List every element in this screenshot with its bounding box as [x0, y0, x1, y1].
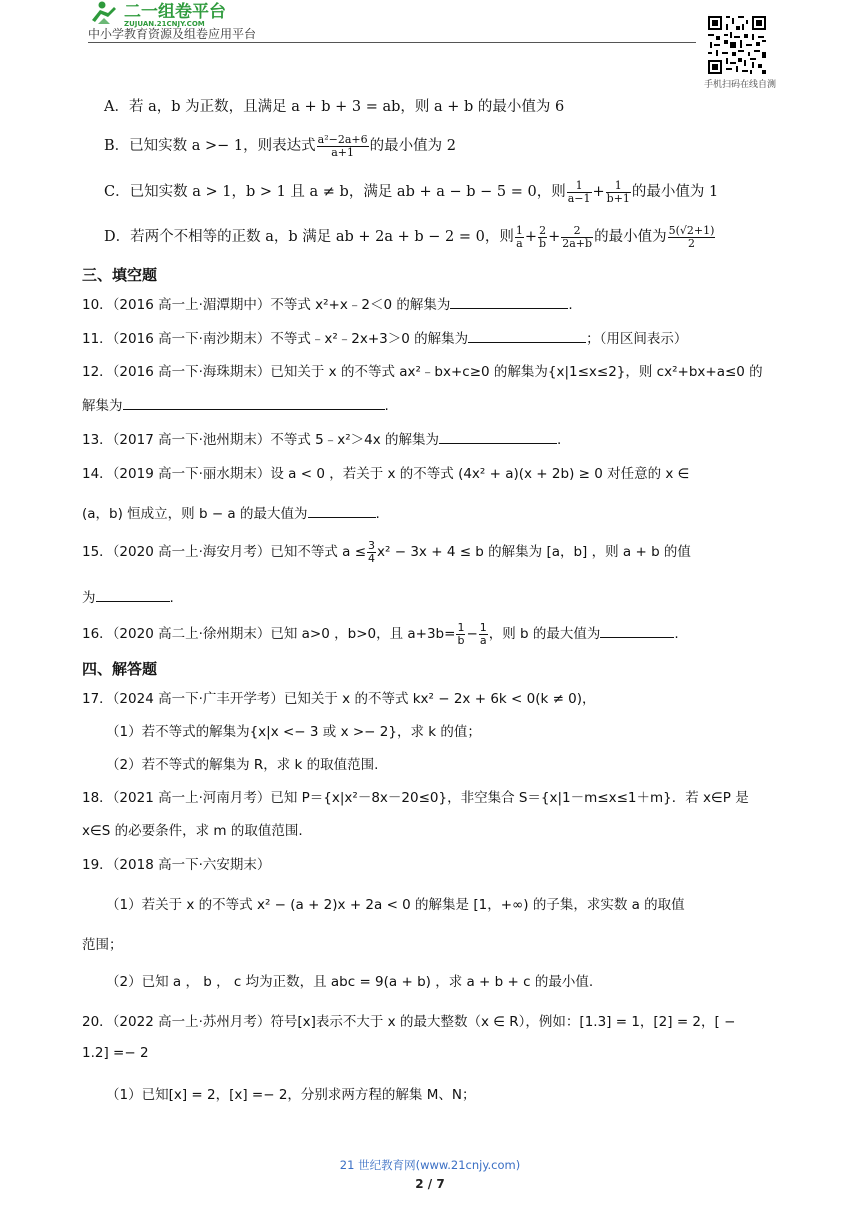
answer-blank[interactable] — [308, 516, 376, 518]
option-b: B．已知实数 a >− 1，则表达式 $\frac{\text{a²−2a+6}}{a+1}$ 的最小值为 2 — [104, 133, 456, 159]
answer-blank[interactable] — [96, 600, 170, 602]
question-14: 14．（2019 高一下·丽水期末）设 a < 0 ，若关于 x 的不等式 (4x² + a)(x + 2b) ≥ 0 对任意的 x ∈ — [82, 466, 690, 482]
page-number: 2 / 7 — [415, 1177, 445, 1191]
qr-code[interactable] — [706, 14, 768, 76]
question-17-part-1: （1）若不等式的解集为{x|x <− 3 或 x >− 2}，求 k 的值； — [106, 724, 481, 740]
question-18: 18．（2021 高一上·河南月考）已知 P＝{x|x²－8x－20≤0}，非空集合 S＝{x|1－m≤x≤1＋m}．若 x∈P 是 — [82, 790, 749, 806]
question-19-part-1: （1）若关于 x 的不等式 x² − (a + 2)x + 2a < 0 的解集是 [1，+∞) 的子集，求实数 a 的取值 — [106, 897, 685, 913]
platform-subtitle: 中小学教育资源及组卷应用平台 — [88, 27, 257, 41]
question-19-part-2: （2）已知 a ， b ， c 均为正数，且 abc = 9(a + b) ，求 a + b + c 的最小值. — [106, 974, 594, 990]
qr-caption: 手机扫码在线自测 — [703, 80, 776, 90]
option-a: A．若 a，b 为正数，且满足 a + b + 3 = ab，则 a + b 的最小值为 6 — [104, 99, 565, 115]
footer-site-link[interactable]: 21 世纪教育网(www.21cnjy.com) — [339, 1158, 521, 1172]
question-16-fraction-1: $\frac{1}{b}$ — [457, 621, 465, 647]
answer-blank[interactable] — [439, 442, 557, 444]
question-16: 16．（2020 高二上·徐州期末）已知 a>0 ，b>0，且 a+3b= $\frac{1}{b}$ − $\frac{1}{a}$ ，则 b 的最大值为 . — [82, 621, 679, 647]
option-d: D．若两个不相等的正数 a，b 满足 ab + 2a + b − 2 = 0，则 $\frac{1}{a}$ + $\frac{2}{b}$ + $\frac{2}{2a+b}$ 的最小值为 $\frac{5(√2+1)}{2}$ — [104, 224, 715, 250]
question-20-line2: 1.2] =− 2 — [82, 1045, 149, 1061]
section-fill-in-title: 三、填空题 — [82, 266, 158, 284]
question-11: 11．（2016 高一下·南沙期末）不等式﹣x²﹣2x+3＞0 的解集为 ；（用区间表示） — [82, 331, 688, 347]
option-d-fraction-3: $\frac{2}{2a+b}$ — [562, 224, 593, 250]
answer-blank[interactable] — [450, 307, 568, 309]
question-15-fraction: $\frac{3}{4}$ — [368, 539, 376, 565]
question-10: 10．（2016 高一上·湄潭期中）不等式 x²+x﹣2＜0 的解集为 . — [82, 297, 573, 313]
question-16-fraction-2: $\frac{1}{a}$ — [479, 621, 487, 647]
question-12-line2: 解集为 . — [82, 398, 389, 414]
option-b-fraction: $\frac{\text{a²−2a+6}}{a+1}$ — [317, 133, 368, 159]
question-20-part-1: （1）已知[x] = 2，[x] =− 2，分别求两方程的解集 M、N； — [106, 1087, 476, 1103]
answer-blank[interactable] — [600, 636, 674, 638]
question-18-line2: x∈S 的必要条件，求 m 的取值范围. — [82, 823, 303, 839]
question-20: 20．（2022 高一上·苏州月考）符号[x]表示不大于 x 的最大整数（x ∈ R），例如：[1.3] = 1，[2] = 2，[ − — [82, 1014, 736, 1030]
question-15-line2: 为 . — [82, 590, 174, 606]
answer-blank[interactable] — [123, 408, 385, 410]
site-logo — [88, 0, 278, 28]
svg-text:ZUJUAN.21CNJY.COM: ZUJUAN.21CNJY.COM — [124, 20, 205, 28]
question-17: 17．（2024 高一下·广丰开学考）已知关于 x 的不等式 kx² − 2x + 6k < 0(k ≠ 0)， — [82, 691, 596, 707]
question-14-line2: (a，b) 恒成立，则 b − a 的最大值为 . — [82, 506, 380, 522]
question-12: 12．（2016 高一下·海珠期末）已知关于 x 的不等式 ax²﹣bx+c≥0 的解集为{x|1≤x≤2}，则 cx²+bx+a≤0 的 — [82, 364, 763, 380]
question-13: 13．（2017 高一下·池州期末）不等式 5﹣x²＞4x 的解集为 . — [82, 432, 562, 448]
option-c: C．已知实数 a > 1，b > 1 且 a ≠ b，满足 ab + a − b − 5 = 0，则 $\frac{1}{a-1}$ + $\frac{1}{b+1}$ 的最小值为 1 — [104, 179, 719, 205]
question-15: 15．（2020 高一上·海安月考）已知不等式 a ≤ $\frac{3}{4}$ x² − 3x + 4 ≤ b 的解集为 [a，b] ，则 a + b 的值 — [82, 539, 691, 565]
section-solve-title: 四、解答题 — [82, 660, 158, 678]
option-d-fraction-1: $\frac{1}{a}$ — [515, 224, 523, 250]
option-d-fraction-2: $\frac{2}{b}$ — [539, 224, 547, 250]
option-c-fraction-1: $\frac{1}{a-1}$ — [567, 179, 591, 205]
question-17-part-2: （2）若不等式的解集为 R，求 k 的取值范围. — [106, 757, 379, 773]
option-d-answer-fraction: $\frac{5(√2+1)}{2}$ — [668, 224, 715, 250]
answer-blank[interactable] — [468, 341, 586, 343]
option-c-fraction-2: $\frac{1}{b+1}$ — [606, 179, 630, 205]
svg-text:二一组卷平台: 二一组卷平台 — [124, 2, 226, 22]
question-19: 19．（2018 高一下·六安期末） — [82, 857, 271, 873]
question-19-part-1-line2: 范围； — [82, 937, 123, 953]
header-divider — [88, 42, 696, 43]
page-header — [0, 0, 860, 95]
